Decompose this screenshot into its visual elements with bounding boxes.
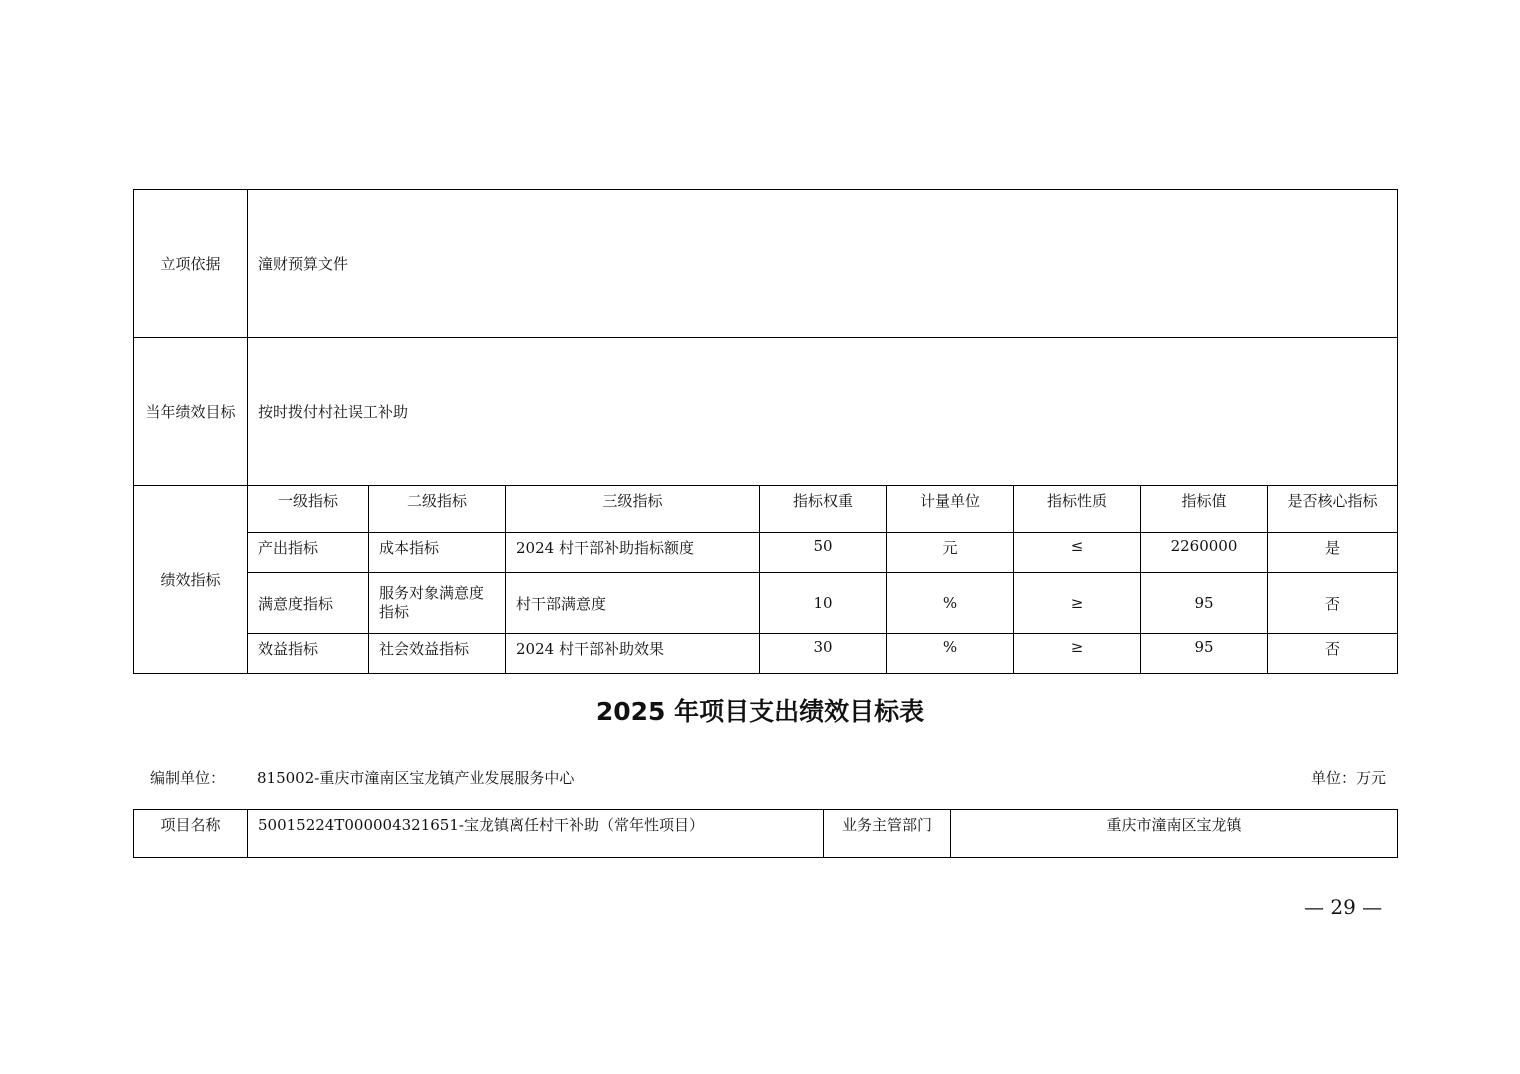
header-cell: 三级指标 bbox=[506, 486, 760, 533]
table-cell: ≤ bbox=[1014, 533, 1141, 573]
table-cell: 成本指标 bbox=[369, 533, 506, 573]
table-row bbox=[134, 634, 1398, 674]
table-cell: 95 bbox=[1141, 634, 1268, 674]
table-cell: 社会效益指标 bbox=[369, 634, 506, 674]
table-cell: 95 bbox=[1141, 573, 1268, 634]
table-cell: 10 bbox=[760, 573, 887, 634]
dept-label: 业务主管部门 bbox=[824, 810, 951, 858]
table-row bbox=[134, 573, 1398, 634]
header-cell: 指标权重 bbox=[760, 486, 887, 533]
table-cell: 否 bbox=[1268, 573, 1398, 634]
table-cell: 村干部满意度 bbox=[506, 573, 760, 634]
page-title: 2025 年项目支出绩效目标表 bbox=[595, 697, 925, 726]
goal-value: 按时拨付村社误工补助 bbox=[248, 338, 1398, 486]
project-table bbox=[133, 809, 1398, 858]
table-cell: 服务对象满意度指标 bbox=[369, 573, 506, 634]
header-cell: 是否核心指标 bbox=[1268, 486, 1398, 533]
unit-label: 单位：万元 bbox=[1310, 769, 1386, 787]
table-cell: 满意度指标 bbox=[248, 573, 369, 634]
header-cell: 一级指标 bbox=[248, 486, 369, 533]
dept-value: 重庆市潼南区宝龙镇 bbox=[951, 810, 1398, 858]
table-cell: 否 bbox=[1268, 634, 1398, 674]
header-cell: 计量单位 bbox=[887, 486, 1014, 533]
table-cell: 2260000 bbox=[1141, 533, 1268, 573]
project-name-value: 50015224T000004321651-宝龙镇离任村干补助（常年性项目） bbox=[248, 810, 824, 858]
header-cell: 指标性质 bbox=[1014, 486, 1141, 533]
performance-table bbox=[133, 189, 1398, 674]
table-cell: % bbox=[887, 573, 1014, 634]
org-label: 编制单位： bbox=[150, 769, 226, 787]
table-cell: ≥ bbox=[1014, 634, 1141, 674]
table-cell: % bbox=[887, 634, 1014, 674]
goal-label: 当年绩效目标 bbox=[134, 338, 248, 486]
header-cell: 指标值 bbox=[1141, 486, 1268, 533]
table-cell: 50 bbox=[760, 533, 887, 573]
table-cell: 2024 村干部补助效果 bbox=[506, 634, 760, 674]
table-cell: 30 bbox=[760, 634, 887, 674]
page-number: — 29 — bbox=[1304, 895, 1383, 919]
basis-value: 潼财预算文件 bbox=[248, 190, 1398, 338]
table-row bbox=[134, 533, 1398, 573]
table-cell: 2024 村干部补助指标额度 bbox=[506, 533, 760, 573]
table-cell: 产出指标 bbox=[248, 533, 369, 573]
project-row bbox=[134, 810, 1398, 858]
basis-label: 立项依据 bbox=[134, 190, 248, 338]
indicator-header-row bbox=[134, 486, 1398, 533]
project-name-label: 项目名称 bbox=[134, 810, 248, 858]
header-cell: 二级指标 bbox=[369, 486, 506, 533]
table-cell: 是 bbox=[1268, 533, 1398, 573]
table-cell: 效益指标 bbox=[248, 634, 369, 674]
indicators-label: 绩效指标 bbox=[134, 486, 248, 674]
org-value: 815002-重庆市潼南区宝龙镇产业发展服务中心 bbox=[257, 769, 575, 787]
table-cell: ≥ bbox=[1014, 573, 1141, 634]
table-cell: 元 bbox=[887, 533, 1014, 573]
